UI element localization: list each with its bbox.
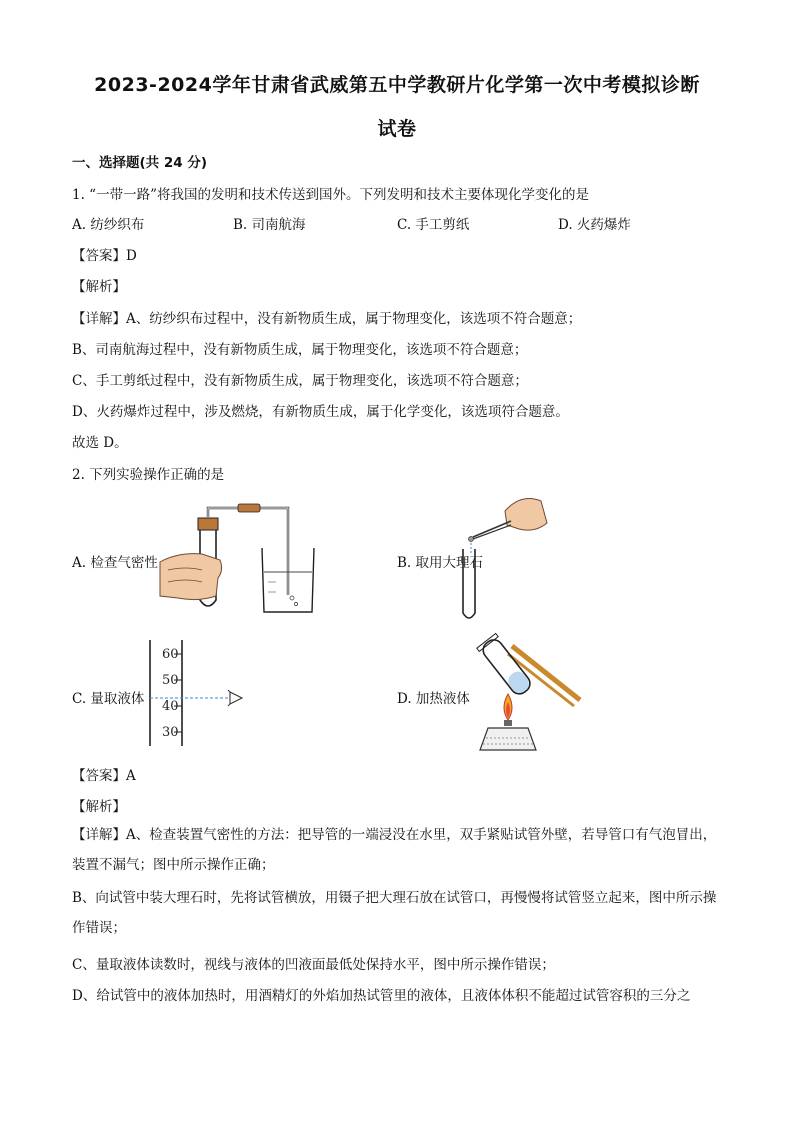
document-title-line1: 2023-2024学年甘肃省武威第五中学教研片化学第一次中考模拟诊断: [94, 74, 700, 96]
cylinder-tick-label: 40: [162, 699, 179, 714]
cylinder-tick-label: 50: [162, 673, 179, 688]
q2-analysis-label: 【解析】: [72, 799, 126, 815]
q2-option-a-label: A. 检查气密性: [72, 555, 158, 571]
q1-conclusion: 故选 D。: [72, 435, 128, 451]
cylinder-tick-label: 60: [162, 647, 179, 662]
q1-detail-d: D、火药爆炸过程中，涉及燃烧，有新物质生成，属于化学变化，该选项符合题意。: [72, 404, 569, 420]
q1-analysis-label: 【解析】: [72, 279, 126, 295]
q2-option-b-label: B. 取用大理石: [397, 555, 484, 571]
q2-detail-c: C、量取液体读数时，视线与液体的凹液面最低处保持水平，图中所示操作错误；: [72, 957, 555, 973]
q2-detail-d: D、给试管中的液体加热时，用酒精灯的外焰加热试管里的液体，且液体体积不能超过试管容积的三分之: [72, 988, 691, 1004]
q2-detail-a: 【详解】A、检查装置气密性的方法：把导管的一端浸没在水里，双手紧贴试管外壁，若导管口有气泡冒出，装置不漏气；图中所示操作正确；: [72, 827, 717, 873]
heating-liquid-figure: [470, 632, 586, 754]
document-title-line2: 试卷: [377, 118, 417, 140]
q1-detail-c: C、手工剪纸过程中，没有新物质生成，属于物理变化，该选项不符合题意；: [72, 373, 528, 389]
q1-detail-a: 【详解】A、纺纱织布过程中，没有新物质生成，属于物理变化，该选项不符合题意；: [72, 311, 582, 327]
q1-stem: 1. “一带一路”将我国的发明和技术传送到国外。下列发明和技术主要体现化学变化的是: [72, 187, 589, 203]
q2-option-d-label: D. 加热液体: [397, 691, 470, 707]
section-heading: 一、选择题(共 24 分): [72, 155, 208, 171]
q1-answer: 【答案】D: [72, 248, 137, 264]
q1-option-b: B. 司南航海: [233, 217, 306, 233]
q1-option-a: A. 纺纱织布: [72, 217, 145, 233]
q2-stem: 2. 下列实验操作正确的是: [72, 467, 225, 483]
q2-answer: 【答案】A: [72, 768, 136, 784]
graduated-cylinder-figure: [148, 638, 248, 750]
q2-detail-b: B、向试管中装大理石时，先将试管横放，用镊子把大理石放在试管口，再慢慢将试管竖立起来，图中所示操作错误；: [72, 890, 717, 936]
q1-detail-b: B、司南航海过程中，没有新物质生成，属于物理变化，该选项不符合题意；: [72, 342, 528, 358]
q2-option-c-label: C. 量取液体: [72, 691, 145, 707]
airtightness-check-figure: [158, 500, 318, 618]
q1-option-c: C. 手工剪纸: [397, 217, 470, 233]
cylinder-tick-label: 30: [162, 725, 179, 740]
q1-option-d: D. 火药爆炸: [558, 217, 631, 233]
marble-tweezers-figure: [455, 493, 551, 623]
